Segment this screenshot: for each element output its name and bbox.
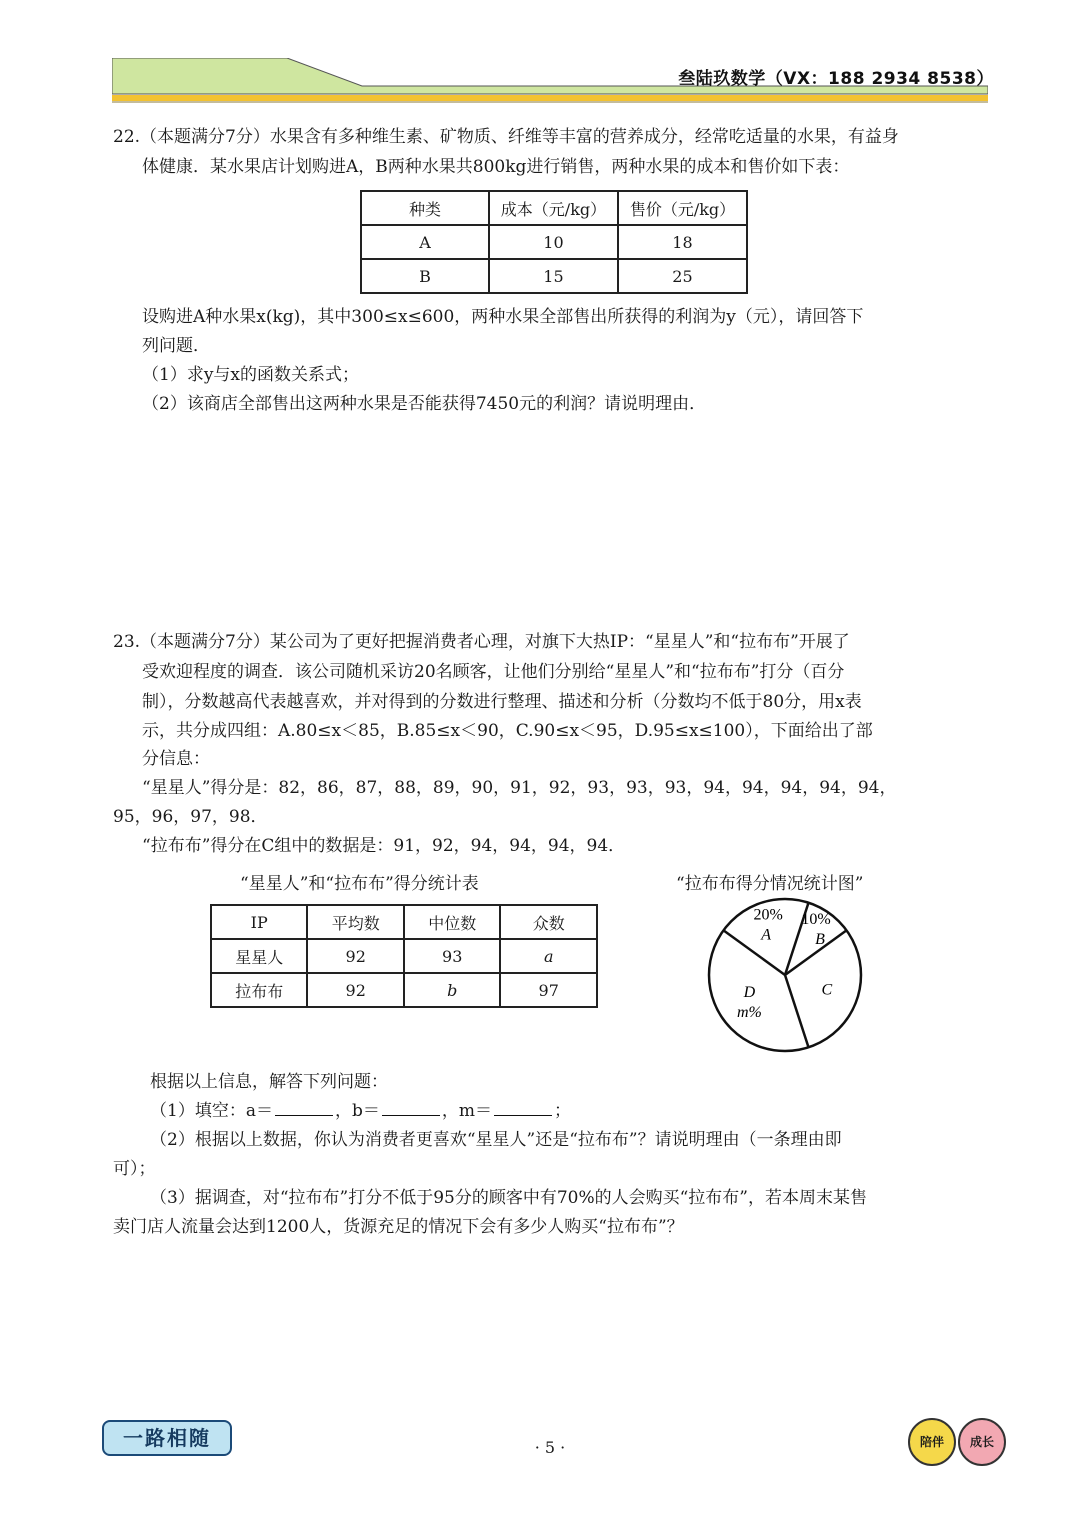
fill-a-label: （1）填空：a＝ [150, 1101, 273, 1121]
pie-slice-label: D [743, 983, 756, 1001]
footer-label: 一路相随 [102, 1420, 232, 1456]
q22-table-header: 种类 [361, 191, 489, 225]
pie-value-label: 20% [753, 906, 783, 924]
fill-m-blank[interactable] [494, 1097, 552, 1116]
q23-table-cell: 拉布布 [211, 973, 307, 1007]
q22-sub2: （2）该商店全部售出这两种水果是否能获得7450元的利润？请说明理由． [142, 394, 707, 414]
q23-line3: 制），分数越高代表越喜欢，并对得到的分数进行整理、描述和分析（分数均不低于80分，用x表 [142, 692, 862, 712]
fill-m-label: ，m＝ [441, 1101, 492, 1121]
q23-sub2a: （2）根据以上数据，你认为消费者更喜欢“星星人”还是“拉布布”？请说明理由（一条理由即 [150, 1130, 842, 1150]
q23-sub3b: 卖门店人流量会达到1200人，货源充足的情况下会有多少人购买“拉布布”？ [113, 1217, 684, 1237]
q23-line5: 分信息： [142, 749, 210, 769]
q23-fill-line [150, 1097, 571, 1125]
q23-line6: “星星人”得分是：82，86，87，88，89，90，91，92，93，93，93，94，94，94，94，94， [142, 778, 897, 798]
header-title: 叁陆玖数学（VX：188 2934 8538） [678, 69, 994, 89]
pie-slice-label: A [761, 926, 772, 944]
page-number: · 5 · [534, 1438, 566, 1457]
q22-line3: 设购进A种水果x(kg)，其中300≤x≤600，两种水果全部售出所获得的利润为y（元），请回答下 [142, 307, 864, 327]
q23-line2: 受欢迎程度的调查．该公司随机采访20名顾客，让他们分别给“星星人”和“拉布布”打分（百分 [142, 662, 845, 682]
q22-table-cell: A [361, 225, 489, 259]
q23-table-header: 平均数 [307, 905, 404, 939]
q22-sub1: （1）求y与x的函数关系式； [142, 365, 360, 385]
pie-slice-label: B [815, 930, 825, 948]
q23-table-cell: 92 [307, 939, 404, 973]
q23-line4: 示，共分成四组：A.80≤x＜85，B.85≤x＜90，C.90≤x＜95，D.95≤x≤100），下面给出了部 [142, 721, 873, 741]
q23-sub3a: （3）据调查，对“拉布布”打分不低于95分的顾客中有70%的人会购买“拉布布”，若本周末某售 [150, 1188, 867, 1208]
q23-line1: 23.（本题满分7分）某公司为了更好把握消费者心理，对旗下大热IP：“星星人”和“拉布布”开展了 [113, 632, 850, 652]
q23-after1: 根据以上信息，解答下列问题： [150, 1072, 388, 1092]
q23-table-cell: b [404, 973, 501, 1007]
badge-companion: 陪伴 [908, 1418, 956, 1466]
pie-chart [700, 895, 870, 1065]
q22-table-cell: 10 [489, 225, 618, 259]
fill-b-label: ，b＝ [334, 1101, 380, 1121]
fill-a-blank[interactable] [275, 1097, 333, 1116]
fill-b-blank[interactable] [382, 1097, 440, 1116]
q23-sub2b: 可）； [113, 1159, 156, 1179]
q23-table-cell: 93 [404, 939, 501, 973]
q23-table-cell: 星星人 [211, 939, 307, 973]
q22-table-cell: B [361, 259, 489, 293]
q22-table-cell: 15 [489, 259, 618, 293]
q22-table-cell: 25 [618, 259, 747, 293]
q22-table-header: 售价（元/kg） [618, 191, 747, 225]
q23-line8: “拉布布”得分在C组中的数据是：91，92，94，94，94，94． [142, 836, 626, 856]
badge-growth: 成长 [958, 1418, 1006, 1466]
q23-line7: 95，96，97，98． [113, 807, 268, 827]
pie-slice-label: C [821, 981, 833, 999]
q23-table-cell: 97 [500, 973, 597, 1007]
pie-value-label: m% [736, 1003, 762, 1021]
q23-table-header: IP [211, 905, 307, 939]
q22-line1: 22.（本题满分7分）水果含有多种维生素、矿物质、纤维等丰富的营养成分，经常吃适量的水果，有益身 [113, 127, 899, 147]
q23-table-header: 众数 [500, 905, 597, 939]
pie-value-label: 10% [801, 910, 831, 928]
fill-end: ； [553, 1101, 571, 1121]
q22-table-header: 成本（元/kg） [489, 191, 618, 225]
q22-table-cell: 18 [618, 225, 747, 259]
q23-table-title: “星星人”和“拉布布”得分统计表 [240, 874, 479, 894]
q22-line2: 体健康．某水果店计划购进A，B两种水果共800kg进行销售，两种水果的成本和售价如下表： [142, 157, 850, 177]
q23-chart-title: “拉布布得分情况统计图” [676, 874, 864, 894]
q22-line4: 列问题． [142, 336, 210, 356]
q23-table-cell: 92 [307, 973, 404, 1007]
q23-table-cell: a [500, 939, 597, 973]
q23-table [210, 904, 598, 1008]
q23-table-header: 中位数 [404, 905, 501, 939]
q22-table [360, 190, 748, 294]
